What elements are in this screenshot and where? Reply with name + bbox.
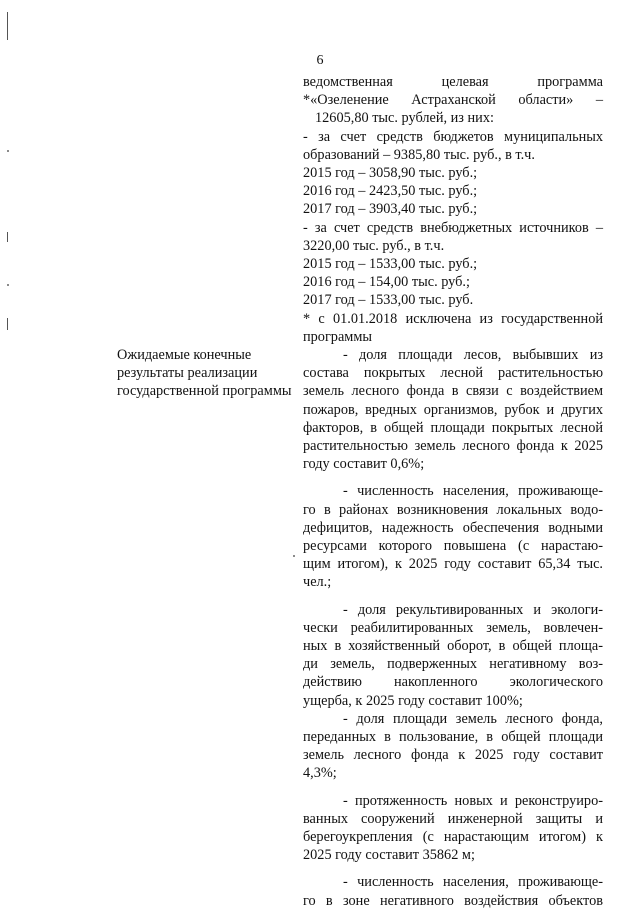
section-label-line: результаты реализации [117, 365, 258, 382]
result-line: щим итогом), к 2025 году составит 65,34 тыс. [303, 556, 603, 573]
funding-line: образований – 9385,80 тыс. руб., в т.ч. [303, 146, 535, 163]
result-item [303, 346, 603, 473]
section-label [117, 346, 297, 401]
result-line: - доля площади лесов, выбывших из [343, 347, 603, 363]
result-line: 2025 году составит 35862 м; [303, 847, 475, 864]
result-line: чел.; [303, 574, 332, 591]
funding-line: 12605,80 тыс. рублей, из них: [315, 110, 494, 127]
results-block [303, 346, 603, 910]
funding-line: - за счет средств бюджетов муниципальных [303, 128, 603, 145]
scan-speck [7, 284, 9, 286]
scan-margin-mark [7, 12, 8, 40]
result-line: чески реабилитированных земель, вовлечен- [303, 619, 603, 636]
result-line: 4,3%; [303, 765, 337, 782]
funding-line: 2016 год – 2423,50 тыс. руб.; [303, 183, 478, 200]
result-line: пожаров, вредных организмов, рубок и других [303, 401, 603, 418]
result-line: переданных в пользование, в общей площади [303, 729, 603, 746]
result-line: земель лесного фонда в связи с воздействием [303, 383, 603, 400]
section-label-line: государственной программы [117, 383, 292, 400]
section-label-line: Ожидаемые конечные [117, 347, 252, 363]
funding-line: 3220,00 тыс. руб., в т.ч. [303, 237, 445, 254]
result-item [303, 792, 603, 865]
result-item [303, 710, 603, 783]
result-line: земель лесного фонда к 2025 году составит [303, 747, 603, 764]
result-line: - численность населения, проживающе- [343, 483, 603, 500]
funding-line: 2016 год – 154,00 тыс. руб.; [303, 274, 470, 291]
result-line: растительностью земель лесного фонда к 2025 [303, 438, 603, 455]
result-line: - доля рекультивированных и экологи- [343, 601, 603, 618]
result-line: го в зоне негативного воздействия объектов [303, 892, 603, 909]
funding-line: - за счет средств внебюджетных источников – [303, 219, 603, 236]
result-item [303, 873, 603, 909]
result-line: факторов, в общей площади покрытых лесной [303, 419, 603, 436]
funding-line: ведомственная целевая программа [303, 74, 603, 90]
result-line: состава покрытых лесной растительностью [303, 365, 603, 382]
scan-speck [293, 555, 295, 557]
result-line: - доля площади земель лесного фонда, [343, 710, 603, 727]
result-line: ных в хозяйственный оборот, в общей площа- [303, 638, 603, 655]
funding-line: * с 01.01.2018 исключена из государственной [303, 310, 603, 327]
funding-line: 2015 год – 1533,00 тыс. руб.; [303, 256, 478, 273]
result-line: действию накопленного экологического [303, 674, 603, 691]
funding-line: 2015 год – 3058,90 тыс. руб.; [303, 165, 478, 182]
scan-margin-mark [7, 232, 8, 242]
result-line: ванных сооружений инженерной защиты и [303, 810, 603, 827]
result-line: дефицитов, надежность обеспечения водными [303, 519, 603, 536]
result-line: ресурсами которого повышена (с нарастаю- [303, 538, 603, 555]
page-number: 6 [316, 53, 324, 68]
result-line: го в районах возникновения локальных водо- [303, 501, 603, 518]
result-item [303, 601, 603, 710]
result-line: ущерба, к 2025 году составит 100%; [303, 692, 523, 709]
funding-line: 2017 год – 1533,00 тыс. руб. [303, 292, 474, 309]
result-line: ди земель, подверженных негативному воз- [303, 656, 603, 673]
result-item [303, 482, 603, 591]
scan-speck [7, 150, 9, 152]
funding-line: программы [303, 328, 373, 345]
result-line: - протяженность новых и реконструиро- [343, 792, 603, 809]
result-line: - численность населения, проживающе- [343, 874, 603, 891]
funding-block [303, 73, 603, 346]
result-line: берегоукрепления (с нарастающим итогом) к [303, 829, 603, 846]
funding-line: *«Озеленение Астраханской области» – [303, 92, 603, 109]
scan-margin-mark [7, 318, 8, 330]
funding-line: 2017 год – 3903,40 тыс. руб.; [303, 201, 478, 218]
result-line: году составит 0,6%; [303, 456, 425, 473]
